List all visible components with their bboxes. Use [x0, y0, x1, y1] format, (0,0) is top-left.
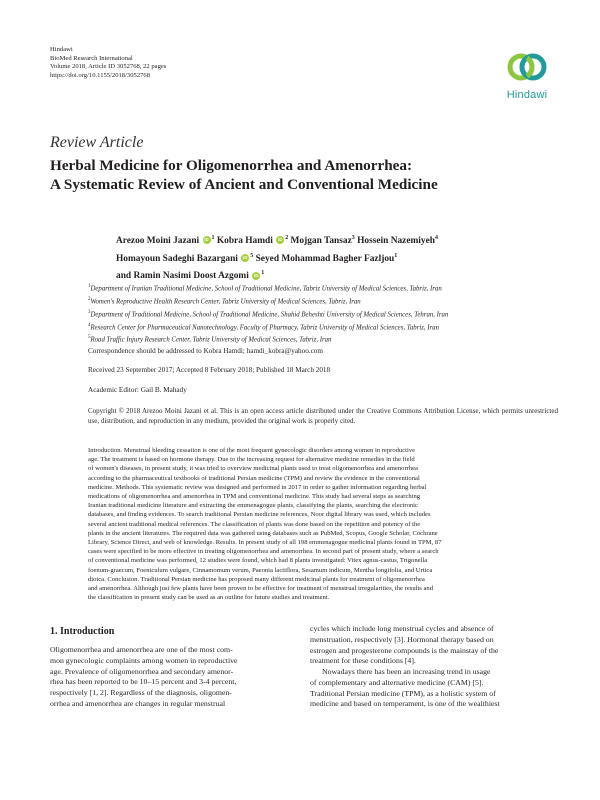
body-line: respectively [1, 2]. Regardless of the diagnosis, oligomen- [50, 688, 232, 697]
affiliation-number: 1 [88, 284, 91, 289]
affiliation-text: Road Traffic Injury Research Center, Tabriz University of Medical Sciences, Tabriz, Iran [90, 336, 332, 344]
body-line: treatment for these conditions [4]. [310, 656, 416, 666]
article-title [50, 156, 560, 194]
author-conjunction: and [116, 271, 132, 282]
affiliation-text: Research Center for Pharmaceutical Nanotechnology, Faculty of Pharmacy, Tabriz University of Medical Sciences, Tabriz, Iran [90, 323, 439, 331]
body-line: rhea has been reported to be 10–15 percent and 3-4 percent, [50, 677, 237, 687]
abstract-line: foenum-graecum, Foeniculum vulgare, Cinnamomum verum, Paeonia lactiflora, Sesamum indicum, Mentha longifolia, and Urtica [88, 566, 433, 574]
article-type: Review Article [50, 134, 144, 151]
academic-editor: Academic Editor: Gail B. Mahady [88, 386, 187, 394]
author-affiliation-mark: 5 [250, 252, 254, 259]
body-line: Nowadays there has been an increasing trend in usage [322, 667, 491, 676]
body-column-right [310, 624, 560, 710]
affiliation-number: 5 [88, 335, 91, 341]
abstract-line: age. The treatment is based on hormone therapy. Due to the increasing request for alternative medicine remedies in the field [88, 456, 415, 464]
body-column-left [50, 645, 295, 710]
abstract-line: and amenorrhea. Although just few plants have been proven to be effective for treatment of menstrual irregularities, the results and [88, 585, 434, 593]
publication-dates: Received 23 September 2017; Accepted 8 February 2018; Published 18 March 2018 [88, 366, 331, 374]
affiliation-text: Department of Iranian Traditional Medicine, School of Traditional Medicine, Tabriz University of Medical Sciences, Tabriz, Iran [90, 285, 442, 293]
abstract-line: databases, and finding evidences. To search traditional Persian medicine references, Noor digital library was used, which includes [88, 511, 431, 519]
author-affiliation-mark: 3 [351, 235, 355, 241]
author-name[interactable]: Homayoun Sadeghi Bazargani [116, 253, 238, 264]
author-affiliation-mark: 1 [211, 235, 215, 241]
affiliation-list [88, 282, 558, 346]
author-name[interactable]: Ramin Nasimi Doost Azgomi [133, 271, 249, 282]
publisher-name: Hindawi [50, 46, 73, 53]
affiliation-item [88, 333, 558, 346]
body-line: Traditional Persian medicine (TPM), as a holistic system of [310, 688, 496, 698]
hindawi-logo [494, 46, 560, 110]
abstract-line: Introduction. Menstrual bleeding cessation is one of the most frequent gynecologic disorders among women in reproductive [88, 447, 416, 454]
abstract-line: the classification in present study can be used as an outline for future studies and treatment. [88, 594, 330, 602]
orcid-icon[interactable] [241, 254, 249, 262]
affiliation-item [88, 295, 558, 308]
journal-meta [50, 46, 166, 80]
affiliation-item [88, 282, 558, 295]
orcid-icon[interactable] [203, 236, 211, 244]
copyright-notice: Copyright © 2018 Arezoo Moini Jazani et al. This is an open access article distributed under the Creative Commons Attribution License, which permits unrestricted use, distribution, and reproduction in any medium, provided the original work is properly cited. [88, 407, 558, 425]
affiliation-number: 4 [88, 322, 91, 328]
volume-line: Volume 2018, Article ID 3052768, 22 pages [50, 63, 167, 71]
body-line: of complementary and alternative medicine (CAM) [5]. [310, 677, 484, 687]
orcid-icon[interactable] [252, 272, 260, 280]
title-line: Herbal Medicine for Oligomenorrhea and Amenorrhea: [50, 157, 413, 174]
body-line: estrogen and progesterone compounds is the mainstay of the [310, 645, 499, 655]
abstract-line: of women's diseases, in present study, it was tried to overview medicinal plants used to treat oligomenorrhea and amenorrhea [88, 465, 418, 473]
author-name[interactable]: Hossein Nazemiyeh [357, 236, 435, 247]
body-line: menstruation, respectively [3]. Hormonal therapy based on [310, 634, 494, 644]
body-line: mon gynecologic complaints among women in reproductive [50, 655, 238, 665]
hindawi-logo-icon [506, 46, 548, 88]
abstract-line: Iranian traditional medicine literature and extracting the emmenagogue plants, classifying the plants, searching the electronic [88, 502, 418, 510]
author-name[interactable]: Seyed Mohammad Bagher Fazljou [255, 253, 395, 264]
author-name[interactable]: Kobra Hamdi [216, 236, 273, 247]
author-affiliation-mark: 2 [285, 235, 289, 241]
author-affiliation-mark: 1 [261, 270, 265, 277]
author-affiliation-mark: 1 [394, 252, 398, 259]
journal-title: BioMed Research International [50, 54, 133, 62]
body-line: orrhea and amenorrhea are changes in regular menstrual [50, 698, 226, 708]
author-name[interactable]: Arezoo Moini Jazani [116, 236, 200, 247]
author-line [116, 231, 556, 249]
correspondence: Correspondence should be addressed to Kobra Hamdi; hamdi_kobra@yahoo.com [88, 347, 323, 355]
affiliation-number: 2 [88, 296, 91, 302]
title-line: A Systematic Review of Ancient and Conventional Medicine [50, 176, 438, 193]
body-line: medicine and based on temperament, is one of the wealthiest [310, 699, 500, 709]
orcid-icon[interactable] [276, 236, 284, 244]
doi-link[interactable]: https://doi.org/10.1155/2018/3052768 [50, 71, 151, 79]
author-line [116, 249, 556, 267]
affiliation-item [88, 308, 558, 321]
abstract-line: medications of oligomenorrhea and amenorrhea in TPM and conventional medicine. This study had several steps as searching [88, 493, 421, 501]
abstract [88, 446, 558, 602]
hindawi-logo-text: Hindawi [506, 89, 548, 101]
section-heading-introduction: 1. Introduction [50, 626, 115, 637]
abstract-line: medicine. Methods. This systematic review was designed and performed in 2017 in order to gather information regarding herbal [88, 483, 427, 491]
abstract-line: of conventional medicine was performed, 12 studies were found, which had 8 plants investigated: Vitex agnus-castus, Trigonella [88, 557, 428, 565]
affiliation-text: Department of Traditional Medicine, School of Traditional Medicine, Shahid Beheshti University of Medical Sciences, Tehran, Iran [90, 310, 449, 318]
abstract-line: several ancient traditional medical references. The classification of plants was done based on the repetition and potency of the [88, 520, 421, 528]
abstract-line: dioica. Conclusion. Traditional Persian medicine has proposed many different medicinal plants for treatment of oligomenorrhea [88, 575, 425, 583]
abstract-line: plants in the ancient literatures. The required data was gathered using databases such as PubMed, Scopus, Google Scholar, Cochrane [88, 529, 438, 537]
abstract-line: according to the pharmaceutical textbooks of traditional Persian medicine (TPM) and review the evidence in the conventional [88, 474, 420, 482]
affiliation-text: Women's Reproductive Health Research Center, Tabriz University of Medical Sciences, Tabriz, Iran [90, 298, 361, 306]
body-line: cycles which include long menstrual cycles and absence of [310, 624, 494, 633]
abstract-line: Library, Science Direct, and web of knowledge. Results. In present study of all 198 emmenagogue medicinal plants found in TPM, 87 [88, 539, 442, 547]
body-line: age. Prevalence of oligomenorrhea and secondary amenor- [50, 666, 234, 676]
body-line: Oligomenorrhea and amenorrhea are one of the most com- [50, 645, 233, 654]
affiliation-number: 3 [88, 309, 91, 315]
affiliation-item [88, 321, 558, 334]
abstract-line: cases were specified to be more effective in treating oligomenorrhea and amenorrhea. In second part of present study, where a search [88, 548, 439, 556]
author-name[interactable]: Mojgan Tansaz [290, 236, 352, 247]
author-list [116, 231, 556, 284]
author-affiliation-mark: 4 [434, 235, 438, 241]
